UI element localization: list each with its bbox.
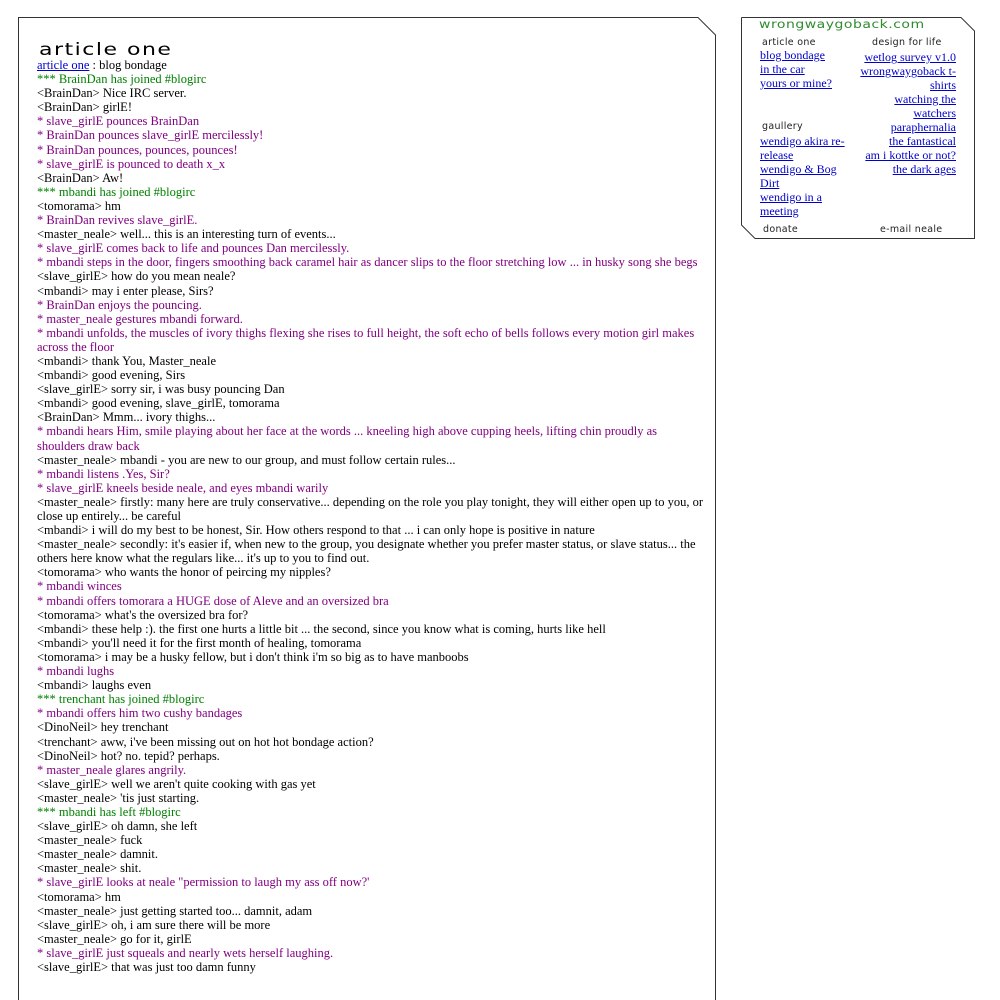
chat-line-msg: <master_neale> mbandi - you are new to our group, and must follow certain rules... <box>37 452 456 467</box>
chat-line-msg: <master_neale> go for it, girlE <box>37 931 192 946</box>
breadcrumb <box>37 58 707 72</box>
sidebar-link-the-fantastical[interactable]: the fantastical <box>889 134 956 148</box>
chat-line-msg: <slave_girlE> how do you mean neale? <box>37 269 236 284</box>
chat-line-msg: <slave_girlE> sorry sir, i was busy pouncing Dan <box>37 382 285 397</box>
chat-line-action: * slave_girlE comes back to life and pounces Dan mercilessly. <box>37 241 350 256</box>
chat-log <box>37 72 707 974</box>
chat-line-msg: <BrainDan> Mmm... ivory thighs... <box>37 410 216 425</box>
chat-line-action: * BrainDan pounces slave_girlE mercilessly! <box>37 128 264 143</box>
chat-line-msg: <mbandi> good evening, Sirs <box>37 368 186 383</box>
sidebar-link-wendigo-akira[interactable]: wendigo akira re-release <box>760 134 845 162</box>
chat-line-msg: <slave_girlE> oh damn, she left <box>37 819 198 834</box>
chat-line-msg: <mbandi> thank You, Master_neale <box>37 353 217 368</box>
sidebar-link-the-dark-ages[interactable]: the dark ages <box>892 162 956 176</box>
sidebar-link-paraphernalia[interactable]: paraphernalia <box>890 120 956 134</box>
chat-line-action: * master_neale gestures mbandi forward. <box>37 311 243 326</box>
chat-line-msg: <tomorama> who wants the honor of peircing my nipples? <box>37 565 331 580</box>
chat-line-msg: <BrainDan> girlE! <box>37 100 132 115</box>
chat-line-msg: <BrainDan> Nice IRC server. <box>37 86 187 101</box>
gaullery-links <box>760 134 855 218</box>
sidebar-link-wendigo-bog-dirt[interactable]: wendigo & Bog Dirt <box>760 162 837 190</box>
chat-line-msg: <mbandi> good evening, slave_girlE, tomorama <box>37 396 280 411</box>
site-logo[interactable]: wrongwaygoback.com <box>759 18 925 32</box>
sidebar-link-watching-the-watchers[interactable]: watching the watchers <box>894 92 956 120</box>
chat-line-msg: <tomorama> i may be a husky fellow, but i don't think i'm so big as to have manboobs <box>37 649 469 664</box>
chat-line-msg: <DinoNeil> hot? no. tepid? perhaps. <box>37 748 220 763</box>
chat-line-msg: <DinoNeil> hey trenchant <box>37 720 169 735</box>
chat-line-msg: <mbandi> these help :). the first one hurts a little bit ... the second, since you know what is coming, hurts like hell <box>37 621 606 636</box>
donate-link[interactable]: donate <box>763 224 799 235</box>
section-heading-gaullery: gaullery <box>762 121 803 132</box>
chat-line-action: * slave_girlE looks at neale "permission to laugh my ass off now?' <box>37 875 370 890</box>
chat-line-action: * slave_girlE is pounced to death x_x <box>37 156 226 171</box>
chat-line-msg: <tomorama> hm <box>37 198 121 213</box>
chat-line-action: * mbandi listens .Yes, Sir? <box>37 466 170 481</box>
section-heading-design-for-life: design for life <box>872 37 942 48</box>
chat-line-msg: <mbandi> laughs even <box>37 678 152 693</box>
email-neale-link[interactable]: e-mail neale <box>880 224 943 235</box>
sidebar-link-wendigo-meeting[interactable]: wendigo in a meeting <box>760 190 822 218</box>
article-one-links <box>760 48 860 90</box>
chat-line-action: * mbandi winces <box>37 579 122 594</box>
article-content <box>37 36 707 974</box>
sidebar-link-yours-or-mine[interactable]: yours or mine? <box>760 76 832 90</box>
sidebar-link-wetlog-survey[interactable]: wetlog survey v1.0 <box>864 50 956 64</box>
sidebar-link-tshirts[interactable]: wrongwaygoback t-shirts <box>860 64 956 92</box>
chat-line-action: * BrainDan revives slave_girlE. <box>37 213 198 228</box>
chat-line-action: * slave_girlE kneels beside neale, and eyes mbandi warily <box>37 480 329 495</box>
misc-links <box>853 134 956 176</box>
chat-line-join: *** trenchant has joined #blogirc <box>37 692 205 707</box>
chat-line-msg: <BrainDan> Aw! <box>37 170 124 185</box>
chat-line-action: * BrainDan enjoys the pouncing. <box>37 297 202 312</box>
chat-line-msg: <master_neale> fuck <box>37 833 143 848</box>
sidebar-link-blog-bondage[interactable]: blog bondage <box>760 48 825 62</box>
chat-line-action: * mbandi unfolds, the muscles of ivory thighs flexing she rises to full height, the soft echo of bells follows every motion girl makes across the floor <box>37 325 695 354</box>
design-for-life-links <box>853 50 956 134</box>
chat-line-msg: <mbandi> may i enter please, Sirs? <box>37 283 214 298</box>
breadcrumb-text: : blog bondage <box>89 58 167 72</box>
chat-line-action: * BrainDan pounces, pounces, pounces! <box>37 142 238 157</box>
chat-line-msg: <tomorama> what's the oversized bra for? <box>37 607 249 622</box>
chat-line-action: * master_neale glares angrily. <box>37 762 187 777</box>
article-one-link[interactable]: article one <box>37 58 90 72</box>
chat-line-action: * mbandi hears Him, smile playing about her face at the words ... kneeling high above cupping heels, lifting chin proudly as shoulders draw back <box>37 424 657 453</box>
page-title: article one <box>39 40 173 60</box>
chat-line-msg: <trenchant> aww, i've been missing out on hot hot bondage action? <box>37 734 374 749</box>
chat-line-action: * mbandi lughs <box>37 664 115 679</box>
chat-line-join: *** mbandi has joined #blogirc <box>37 184 196 199</box>
content-frame-corner <box>697 17 716 36</box>
chat-line-msg: <master_neale> well... this is an interesting turn of events... <box>37 227 336 242</box>
chat-line-msg: <mbandi> you'll need it for the first month of healing, tomorama <box>37 635 362 650</box>
chat-line-msg: <slave_girlE> that was just too damn funny <box>37 960 256 974</box>
chat-line-msg: <slave_girlE> oh, i am sure there will be more <box>37 917 271 932</box>
chat-line-msg: <master_neale> damnit. <box>37 847 159 862</box>
chat-line-msg: <master_neale> secondly: it's easier if, when new to the group, you designate whether you prefer master status, or slave status... the others here know what the regulars like... it's up to you to find out. <box>37 537 696 566</box>
chat-line-action: * mbandi steps in the door, fingers smoothing back caramel hair as dancer slips to the floor stretching low ... in husky song she begs <box>37 255 698 270</box>
chat-line-action: * slave_girlE pounces BrainDan <box>37 114 200 129</box>
chat-line-msg: <master_neale> shit. <box>37 861 142 876</box>
chat-line-msg: <mbandi> i will do my best to be honest, Sir. How others respond to that ... i can only hope is positive in nature <box>37 523 595 538</box>
chat-line-action: * mbandi offers him two cushy bandages <box>37 706 243 721</box>
sidebar-link-am-i-kottke[interactable]: am i kottke or not? <box>865 148 956 162</box>
chat-line-msg: <slave_girlE> well we aren't quite cooking with gas yet <box>37 776 316 791</box>
chat-line-action: * mbandi offers tomorara a HUGE dose of Aleve and an oversized bra <box>37 593 389 608</box>
chat-line-msg: <tomorama> hm <box>37 889 121 904</box>
section-heading-article-one: article one <box>762 37 816 48</box>
chat-line-msg: <master_neale> 'tis just starting. <box>37 790 200 805</box>
chat-line-msg: <master_neale> firstly: many here are truly conservative... depending on the role you play tonight, they will either open up to you, or close up entirely... be careful <box>37 494 703 523</box>
sidebar-link-in-the-car[interactable]: in the car <box>760 62 805 76</box>
sidebar <box>741 17 975 239</box>
chat-line-join: *** BrainDan has joined #blogirc <box>37 72 207 87</box>
chat-line-action: * slave_girlE just squeals and nearly wets herself laughing. <box>37 945 334 960</box>
chat-line-join: *** mbandi has left #blogirc <box>37 804 181 819</box>
chat-line-msg: <master_neale> just getting started too... damnit, adam <box>37 903 313 918</box>
content-frame-right-edge <box>715 35 716 1000</box>
